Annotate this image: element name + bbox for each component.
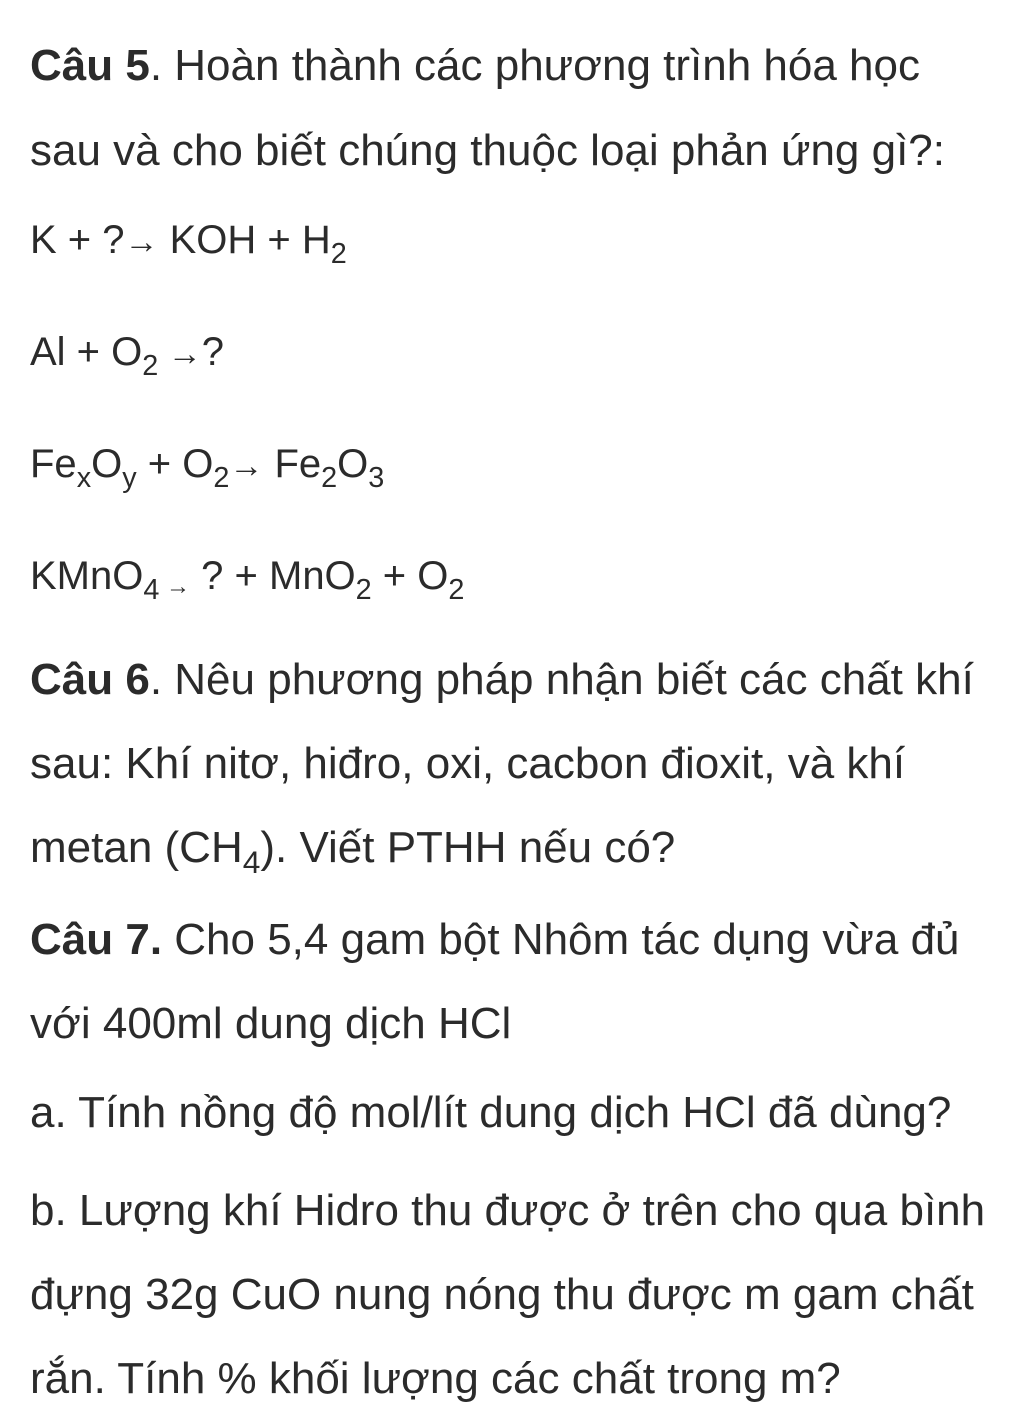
question-7-label: Câu 7.: [30, 915, 163, 964]
question-7-part-b-line-1: b. Lượng khí Hidro thu được ở trên cho qua bình: [30, 1186, 986, 1235]
question-7-line-1: Câu 7. Cho 5,4 gam bột Nhôm tác dụng vừa đủ: [30, 915, 960, 964]
question-6-line-1: Câu 6. Nêu phương pháp nhận biết các chất khí: [30, 655, 974, 704]
equation-2: $Al + O_2$ →?: [30, 330, 224, 383]
question-7-part-b-line-3: rắn. Tính % khối lượng các chất trong m?: [30, 1354, 841, 1403]
equation-1: K + ?→ KOH + $H_2$: [30, 218, 347, 271]
question-6-line-2: sau: Khí nitơ, hiđro, oxi, cacbon đioxit, và khí: [30, 739, 906, 788]
question-5-line-2: sau và cho biết chúng thuộc loại phản ứng gì?:: [30, 126, 945, 175]
question-7-part-b-line-2: đựng 32g CuO nung nóng thu được m gam chất: [30, 1270, 974, 1319]
question-5-line-1: Câu 5. Hoàn thành các phương trình hóa học: [30, 41, 920, 90]
question-6-line-3: metan $(CH_4)$. Viết PTHH nếu có?: [30, 823, 676, 881]
equation-4: KMnO$_4$ → ? + $MnO_2 + O_2$: [30, 554, 465, 607]
equation-3: $Fe_xO_y + O_2\to Fe_2O_3$: [30, 442, 385, 495]
question-6-label: Câu 6: [30, 655, 150, 704]
question-7-part-a: a. Tính nồng độ mol/lít dung dịch HCl đã dùng?: [30, 1088, 952, 1137]
question-5-label: Câu 5: [30, 41, 150, 90]
question-7-line-2: với 400ml dung dịch HCl: [30, 999, 512, 1048]
